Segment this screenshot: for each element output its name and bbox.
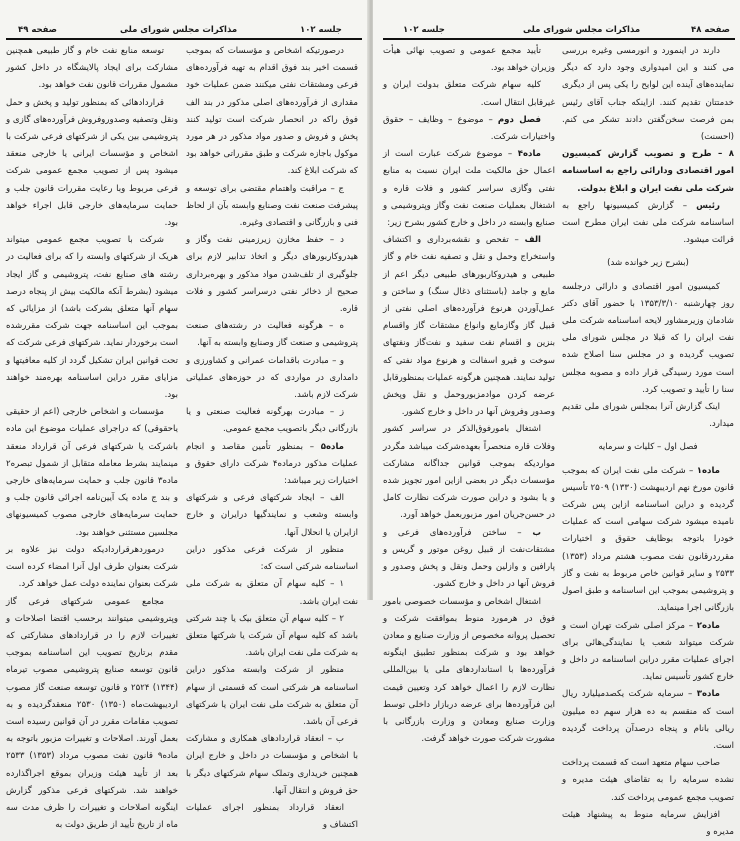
paragraph [186,542,358,576]
paragraph [186,731,358,800]
paragraph-text: د – حفظ مخازن زیرزمینی نفت وگاز و هیدروکاربورهای دیگر و اتخاذ تدابیر لازم برای جلوگیری از تلف‌شدن مواد مذکور و بهره‌برداری صحیح از ذخائر نفتی درسراسر کشور و فلات قاره. [186,235,358,315]
paragraph [6,95,178,233]
paragraph-text: ج – مراقبت واهتمام مقتضی برای توسعه و پیشرفت صنعت نفت وصنایع وابسته بآن از لحاظ فنی و بازرگانی و اقتصادی وغیره. [186,183,358,229]
paragraph-text: تأیید مجمع عمومی و تصویب نهائی هیأت وزیران خواهد بود. [383,46,555,74]
session-number: جلسه ۱۰۲ [403,25,445,35]
paragraph [562,755,734,807]
paragraph-text: – مرکز اصلی شرکت تهران است و شرکت میتواند شعب یا نمایندگی‌هائی برای اجرای عملیات مقرر دراین اساسنامه در داخل و خارج کشور تأسیس نماید. [562,620,734,683]
paragraph-text: دارند در اینمورد و انورمسی وغیره بررسی می کنند و این امیدواری وجود دارد که دیگر نماینده‌های آینده این لوایح را یکی پس از دیگری خدمتتان تقدیم کنند. ازاینکه جناب آقای رئیس بمن فرصت سخن‌گفتن دادند تشکر می کنم. (احسنت) [562,46,734,143]
paragraph-text: – گزارش کمیسیونها راجع به اساسنامه شرکت ملی نفت ایران مطرح است قرائت میشود. [562,200,734,246]
paragraph [562,399,734,433]
paragraph-text: کمیسیون امور اقتصادی و دارائی درجلسه روز چهارشنبه ۱۳۵۳/۳/۱۰ با حضور آقای دکتر شادمان وزیرمشاور لایحه اساسنامه شرکت ملی نفت ایران را که قبلا در مجلس شورای ملی تصویب گردیده و در مجلس سنا اصلاح شده است مورد رسیدگی قرار داده و مصوبه مجلس سنا را تأیید و تصویب کرد. [562,281,735,395]
article-label: رئیس [696,200,720,211]
paragraph-text: منظور از شرکت فرعی مذکور دراین اساسنامه شرکتی است که: [186,544,358,573]
article-label: ب [532,527,541,538]
paragraph-text: – موضوع شرکت عبارت است از اعمال حق مالکیت ملت ایران نسبت به منابع نفتی وگازی سراسر کشور و فلات قاره و اشتغال بعملیات صنعت نفت وگاز وپتروشیمی و صنایع وابسته در داخل و خارج کشور بشرح زیر: [383,149,555,229]
paragraph-text: – ساختن فرآورده‌های فرعی و مشتقات‌نفت از قبیل روغن موتور و گریس و پارافین و وازلین وحمل ونقل و پخش وصدور و فروش آنها در داخل و خارج کشور. [383,527,555,590]
paragraph [562,686,734,755]
paragraph-text: مجامع عمومی شرکتهای فرعی گاز وپتروشیمی میتوانند برحسب اقتضا اصلاحات و تغییرات لازم را در قراردادهای مشارکتی که مقدم برتاریخ تصویب این اساسنامه بموجب قانون توسعه صنایع پتروشیمی مصوب تیرماه (۱۳۴۴) ۲۵۲۴ و قانون توسعه صنعت گاز مصوب اردیبهشت‌ماه (۱۳۵۰) ۲۵۳۰ منعقدگردیده و به تصویب مقامات مقرر در آن قوانین رسیده است بعمل آورند. اصلاحات و تغییرات مزبور باتوجه به ماده۹ قانون نفت مصوب مرداد (۱۳۵۳) ۲۵۳۳ بعد از تأیید هیئت وزیران بموقع اجراگذارده خواهند شد. شرکتهای فرعی مذکور گزارش اینگونه اصلاحات و تغییرات را ظرف مدت سه ماه از تاریخ تأیید از طریق دولت به [6,596,178,831]
column-left [383,43,555,748]
paragraph [383,421,555,524]
paragraph [186,232,358,318]
column-left [6,43,178,834]
paragraph-text: انعقاد قرارداد بمنظور اجرای عملیات اکتشاف و [186,802,358,831]
paragraph [562,198,734,250]
paragraph-text: ۱ – کلیه سهام آن متعلق به شرکت ملی نفت ایران باشد. [186,579,358,607]
paragraph [562,279,734,399]
centered-heading [562,439,734,456]
paragraph-text: درموردهرقراردادیکه دولت نیز علاوه بر شرکت بعنوان طرف اول آنرا امضاء کرده است شرکت بعنوان نماینده دولت عمل خواهد کرد. [6,544,178,590]
paragraph-text: – تفحص و نقشه‌برداری و اکتشاف واستخراج وحمل و نقل و تصفیه نفت خام و گاز طبیعی و هیدروکاربورهای طبیعی دیگر اعم از مایع و جامد (باستثنای ذغال سنگ) و ساختن و عمل‌آوردن هرنوع فرآورده‌های اصلی نفتی از قبیل گاز وگازمایع وانواع مشتقات گاز واقسام بنزین و اقسام نفت سفید و نفت‌گاز ونفتهای سوخت و قیرو اسفالت و هرنوع مواد نفتی که تولید نمایند. همچنین هرگونه عملیات بمنظورقابل عرضه کردن موادمزبوروحمل و نقل وپخش وصدور وفروش آنها در داخل و خارج کشور. [383,235,555,418]
paragraph [6,594,178,835]
article-label: ماده۲ [696,620,720,631]
paragraph [186,576,358,610]
article-label: ماده۳ [696,689,720,700]
centered-heading [562,255,734,272]
paragraph [383,525,555,594]
paragraph-text: منظور از شرکت وابسته مذکور دراین اساسنامه هر شرکتی است که قسمتی از سهام آن متعلق به شرکت ملی نفت ایران یا شرکتهای فرعی آن باشد. [186,665,358,727]
paragraph [562,618,734,687]
column-right [562,43,734,841]
paragraph [186,181,358,233]
paragraph [383,594,555,749]
article-label: ماده۵ [320,441,344,452]
section-heading [562,146,734,198]
page-number: صفحه ۴۸ [691,25,730,35]
right-page [373,0,740,837]
paragraph [6,43,178,95]
paragraph [186,318,358,352]
page-title: مذاکرات مجلس شورای ملی [523,25,641,35]
paragraph-text: صاحب سهام متعهد است که قسمت پرداخت نشده سرمایه را به تقاضای هیئت مدیره و تصویب مجمع عمومی پرداخت کند. [562,758,734,803]
paragraph-text: – بمنظور تأمین مقاصد و انجام عملیات مذکور درماده۴ شرکت دارای حقوق و اختیارات زیر میباشد: [186,441,358,487]
paragraph-text: – موضوع – وظایف – حقوق واختیارات شرکت. [383,114,555,143]
page-number: صفحه ۴۹ [18,25,57,35]
paragraph [186,800,358,834]
left-page [0,0,369,831]
paragraph-text: افزایش سرمایه منوط به پیشنهاد هیئت مدیره و [562,809,734,837]
paragraph-text: اینک گزارش آنرا بمجلس شورای ملی تقدیم میدارد. [562,402,734,430]
paragraph-text: – سرمایه شرکت یکصدمیلیارد ریال است که منقسم به ده هزار سهم ده میلیون ریالی بانام و پنجاه درصدآن پرداخت گردیده است. [562,689,734,751]
paragraph [383,43,555,77]
paragraph-text: ۸ – طرح و تصویب گزارش کمیسیون امور اقتصادی ودارائی راجع به اساسنامه شرکت ملی نفت ایران و ابلاغ بدولت. [562,149,734,194]
header-rule [383,38,735,40]
paragraph-text: الف – ایجاد شرکتهای فرعی و شرکتهای وابسته وشعب و نمایندگیها درایران و خارج ازایران یا انحلال آنها. [186,493,358,538]
article-label: فصل دوم [497,114,541,125]
paragraph-text: شرکت با تصویب مجمع عمومی میتواند هریک از شرکتهای وابسته را که برای فعالیت در رشته های صنایع نفت، پتروشیمی و گاز ایجاد میشود (بشرط آنکه مالکیت بیش از پنجاه درصد سهام آنها متعلق بشرکت باشد) از مزایائی که بموجب این اساسنامه جهت شرکت مقررشده است برخوردار نماید. شرکتهای فرعی شرکت که تحت قوانین ایران تشکیل گردد از کلیه معافیتها و مزایای مقرر دراین اساسنامه بهره‌مند خواهند بود. [6,235,178,401]
paragraph-text: – شرکت ملی نفت ایران که بموجب قانون مورخ نهم اردیبهشت (۱۳۳۰) ۲۵۰۹ تأسیس گردیده و دراین اساسنامه ازاین پس شرکت نامیده میشود شرکت سهامی است که عملیات خودرا باتوجه بوظایف حقوق و اختیارات مقرردرقانون نفت مصوب هشتم مرداد (۱۳۵۳) ۲۵۳۳ و سایر قوانین خاص مربوط به نفت و گاز و پتروشیمی بموجب این اساسنامه و طبق اصول بازرگانی اجرا مینماید. [562,465,734,614]
paragraph-text: ۲ – کلیه سهام آن متعلق بیک یا چند شرکتی باشد که کلیه سهام آن شرکت یا شرکتها متعلق به شرکت ملی نفت ایران باشد. [186,613,358,659]
paragraph [186,353,358,405]
paragraph-text: و – مبادرت باقدامات عمرانی و کشاورزی و دامداری در مواردی که در حوزه‌های عملیاتی شرکت لازم باشد. [186,355,358,401]
article-label: ماده۱ [696,465,720,476]
paragraph-text: (بشرح زیر خوانده شد) [607,258,689,269]
paragraph-text: ز – مبادرت بهرگونه فعالیت صنعتی و یا بازرگانی دیگر باتصویب مجمع عمومی. [186,407,358,435]
paragraph [6,232,178,404]
paragraph [186,490,358,542]
paragraph-text: توسعه منابع نفت خام و گاز طبیعی همچنین مشارکت برای ایجاد پالایشگاه در داخل کشور مشمول مقررات قانون نفت خواهد بود. [6,46,178,91]
paragraph-text: قراردادهائی که بمنظور تولید و پخش و حمل ونقل وتصفیه وصدوروفروش فرآورده‌های گازی و پتروشیمی بین یکی از شرکتهای فرعی شرکت با اشخاص و مؤسسات ایرانی یا خارجی منعقد میشود پس از تصویب مجمع عمومی شرکت فرعی مربوط وبا رعایت مقررات قانون جلب و حمایت سرمایه‌های خارجی قابل اجراء خواهد بود. [6,97,178,229]
paragraph [562,463,734,618]
paragraph [562,807,734,841]
page-title: مذاکرات مجلس شورای ملی [120,25,238,35]
paragraph [186,662,358,731]
paragraph-text: اشتغال بامورفوق‌الذکر در سراسر کشور وفلات قاره منحصراً بعهده‌شرکت میباشد مگردر مواردیکه بموجب قوانین جداگانه مشارکت مؤسسات دیگر در بعضی ازاین امور تجویز شده و یا بشود و دراین صورت شرکت نظارت کامل در حسن‌جریان امور مزبوربعمل خواهد آورد. [383,424,555,521]
paragraph [186,404,358,438]
article-label: الف [524,235,541,246]
session-number: جلسه ۱۰۲ [300,25,342,35]
paragraph-text: ب – انعقاد قراردادهای همکاری و مشارکت با اشخاص و مؤسسات در داخل و خارج ایران همچنین خریداری وتملک سهام شرکتهای دیگر با حق فروش و انتقال آنها. [186,734,358,796]
paragraph-text: اشتغال اشخاص و مؤسسات خصوصی بامور فوق در هرمورد منوط بموافقت شرکت و تحصیل پروانه مخصوص از وزارت صنایع و معادن خواهد بود و شرکت بمنظور تطبیق اینگونه فرآورده‌ها با استانداردهای ملی یا بین‌المللی نظارت لازم را اعمال خواهد کرد وتعیین قیمت این فرآورده‌ها برای عرضه دربازار داخلی توسط وزارت صنایع ومعادن و وزارت بازرگانی با مشورت شرکت صورت خواهد گرفت. [383,596,555,745]
paragraph-text: درصورتیکه اشخاص و مؤسسات که بموجب قسمت اخیر بند فوق اقدام به تهیه فرآورده‌های فرعی ومشتقات نفتی میکنند ضمن عملیات خود مقداری از فرآورده‌های اصلی مذکور در بند الف فوق راکه در انحصار شرکت است تولید کنند پخش و فروش و صدور مواد مذکور در هر مورد موکول باجازه شرکت و طبق مقرراتی خواهد بود که شرکت ابلاغ کند. [186,46,358,177]
paragraph-text: ه – هرگونه فعالیت در رشته‌های صنعت پتروشیمی و صنعت گاز وصنایع وابسته به آنها. [186,321,358,349]
paragraph [383,232,555,421]
paragraph [6,404,178,542]
column-right [186,43,358,834]
paragraph [186,43,358,181]
paragraph [186,439,358,491]
header-rule [6,38,362,40]
paragraph-text: فصل اول – کلیات و سرمایه [598,442,698,453]
paragraph [383,112,555,146]
paragraph [6,542,178,594]
paragraph-text: کلیه سهام شرکت متعلق بدولت ایران و غیرقابل انتقال است. [383,80,555,108]
paragraph [186,611,358,663]
paragraph [383,77,555,111]
paragraph [562,43,734,146]
paragraph-text: مؤسسات و اشخاص خارجی (اعم از حقیقی یاحقوقی) که دراجرای عملیات موضوع این ماده باشرکت یا شرکتهای فرعی آن قرارداد منعقد مینمایند بشرط معامله متقابل از شمول تبصره۲ ماده۳ قانون جلب و حمایت سرمایه‌های خارجی و بند ج ماده یک آیین‌نامه اجرائی قانون جلب و حمایت سرمایه‌های خارجی مصوب کمیسیونهای مجلسین مستثنی خواهند بود. [6,407,178,538]
article-label: ماده۴ [517,149,541,160]
paragraph [383,146,555,232]
